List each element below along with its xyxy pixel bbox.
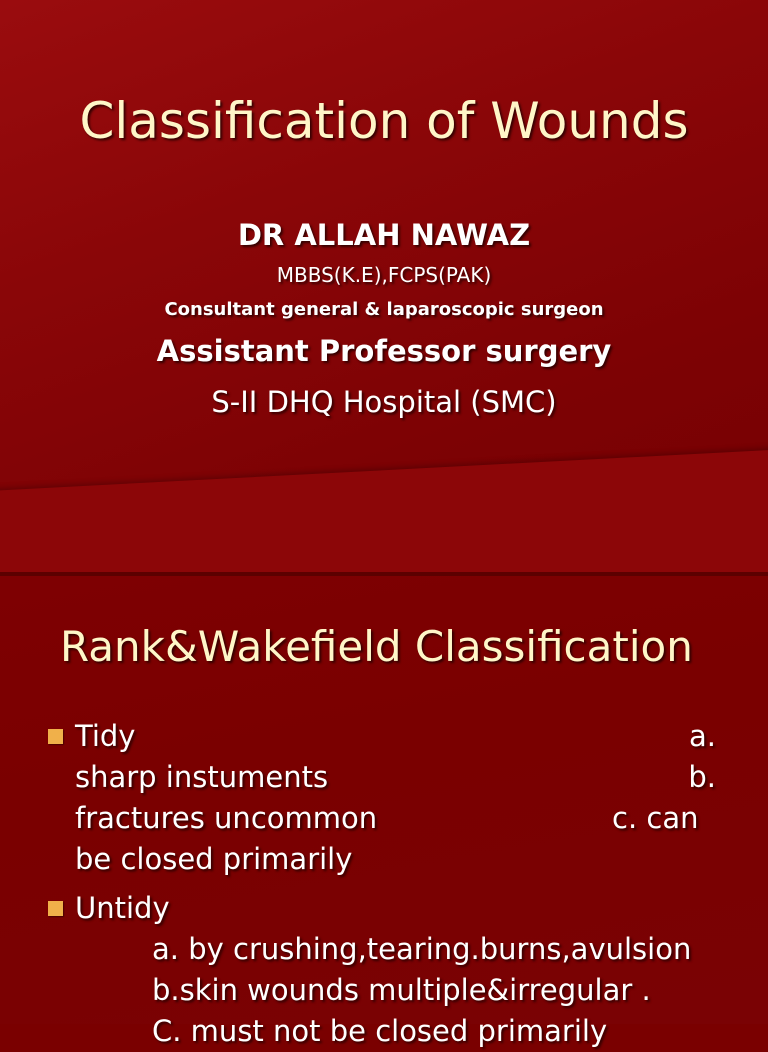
list-item [48, 716, 728, 757]
author-hospital: S-II DHQ Hospital (SMC) [211, 385, 557, 419]
untidy-label: Untidy [75, 891, 170, 925]
list-item [48, 970, 728, 1011]
untidy-bullet [48, 888, 728, 1052]
tidy-row-right: c. can [612, 801, 699, 835]
tidy-bullet [48, 716, 728, 880]
untidy-item: b.skin wounds multiple&irregular . [152, 973, 651, 1007]
list-item [48, 839, 728, 880]
author-degrees: MBBS(K.E),FCPS(PAK) [276, 263, 492, 287]
untidy-item: a. by crushing,tearing.burns,avulsion [152, 932, 692, 966]
author-rank: Assistant Professor surgery [156, 334, 612, 368]
untidy-item: C. must not be closed primarily [152, 1014, 608, 1048]
tidy-row-right: a. [689, 719, 716, 753]
author-position: Consultant general & laparoscopic surgeon [164, 299, 604, 320]
classification-title: Rank&Wakefield Classification [60, 622, 693, 671]
decorative-band [0, 449, 768, 576]
list-item [48, 1011, 728, 1052]
tidy-row-left: fractures uncommon [75, 801, 378, 835]
author-name: DR ALLAH NAWAZ [237, 218, 531, 252]
list-item [48, 888, 728, 929]
tidy-row-left: sharp instuments [75, 760, 329, 794]
tidy-row-right: b. [688, 760, 716, 794]
list-item [48, 929, 728, 970]
list-item [48, 757, 728, 798]
tidy-row-left: be closed primarily [75, 842, 353, 876]
list-item [48, 798, 728, 839]
slide-title: Classification of Wounds [79, 92, 689, 150]
tidy-row-left: Tidy [75, 719, 136, 753]
